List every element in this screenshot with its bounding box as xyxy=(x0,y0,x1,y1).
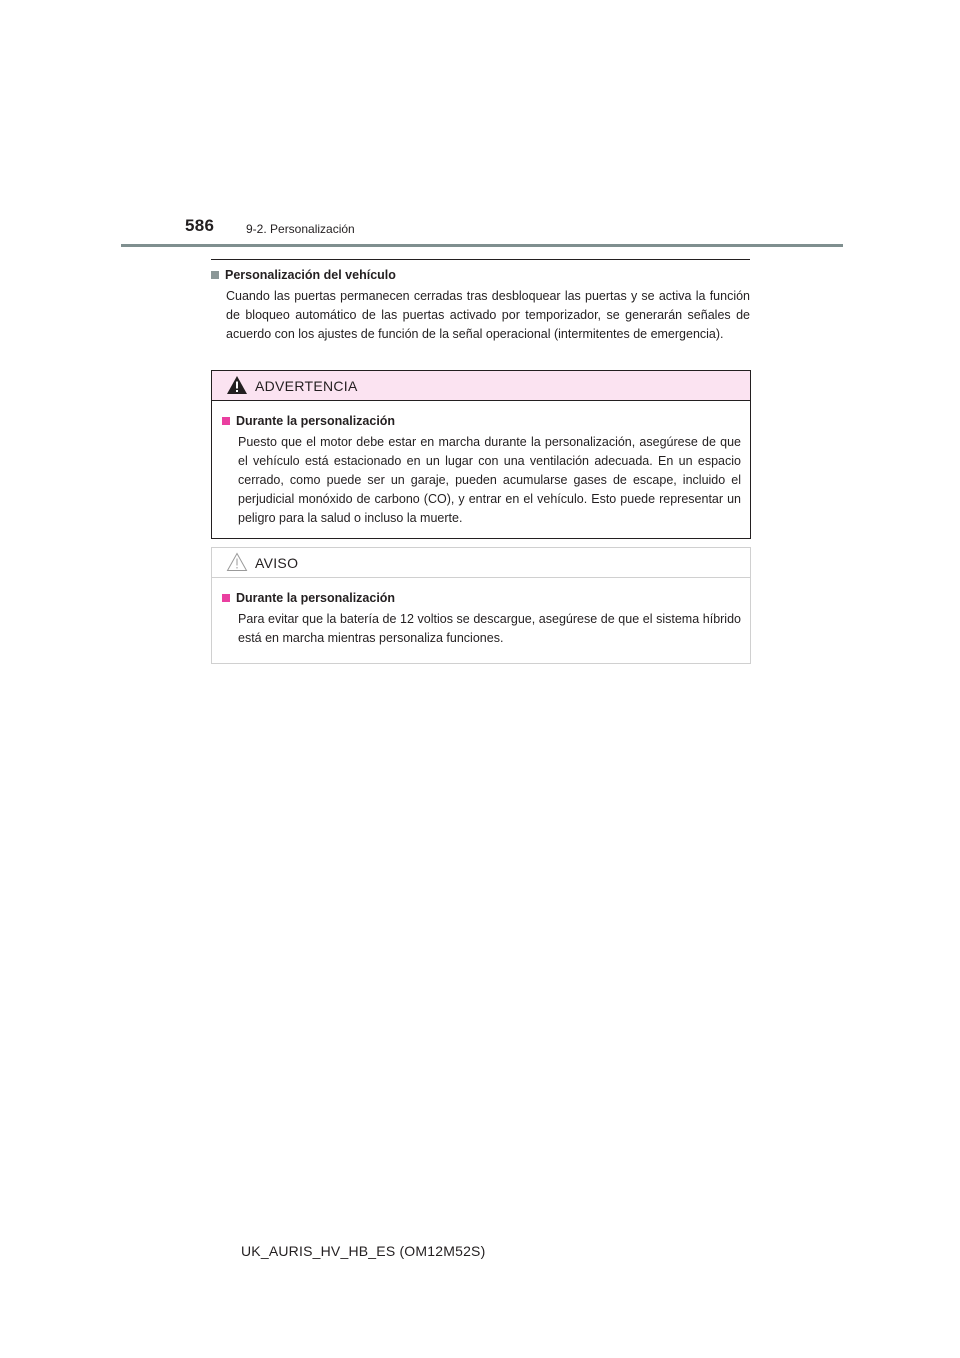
notice-header xyxy=(212,548,750,578)
customization-heading-text: Personalización del vehículo xyxy=(225,268,396,282)
page-number: 586 xyxy=(185,216,215,235)
caution-triangle-outline-icon xyxy=(226,552,248,572)
notice-title: AVISO xyxy=(255,555,299,571)
footer-doc-code: UK_AURIS_HV_HB_ES (OM12M52S) xyxy=(241,1243,486,1259)
warning-box xyxy=(211,370,751,539)
header-rule xyxy=(121,244,843,247)
warning-body xyxy=(212,401,750,528)
customization-paragraph: Cuando las puertas permanecen cerradas tras desbloquear las puertas y se activa la función de bloqueo automático de las puertas activado por temporizador, se generarán señales de acuerdo con los ajustes de función de la señal operacional (intermitentes de emergencia). xyxy=(226,289,750,341)
warning-paragraph: Puesto que el motor debe estar en marcha durante la personalización, asegúrese de que el vehículo está estacionado en un lugar con una ventilación adecuada. En un espacio cerrado, como puede ser un garaje, pueden acumularse gases de escape, incluido el perjudicial monóxido de carbono (CO), y entrar en el vehículo. Esto puede representar un peligro para la salud o incluso la muerte. xyxy=(238,435,741,525)
pink-square-bullet-icon xyxy=(222,594,230,602)
notice-box xyxy=(211,547,751,664)
warning-title: ADVERTENCIA xyxy=(255,378,358,394)
section-title: 9-2. Personalización xyxy=(246,222,355,236)
notice-paragraph: Para evitar que la batería de 12 voltios se descargue, asegúrese de que el sistema híbrido está en marcha mientras personaliza funciones. xyxy=(238,612,741,645)
warning-heading xyxy=(222,412,741,430)
notice-heading xyxy=(222,589,741,607)
warning-triangle-icon xyxy=(226,375,248,395)
notice-body xyxy=(212,578,750,648)
gray-square-bullet-icon xyxy=(211,271,219,279)
customization-heading xyxy=(211,266,750,284)
notice-heading-text: Durante la personalización xyxy=(236,591,396,605)
warning-heading-text: Durante la personalización xyxy=(236,414,396,428)
warning-header xyxy=(212,371,750,401)
pink-square-bullet-icon xyxy=(222,417,230,425)
content-rule xyxy=(211,259,750,260)
customization-section xyxy=(211,266,750,344)
